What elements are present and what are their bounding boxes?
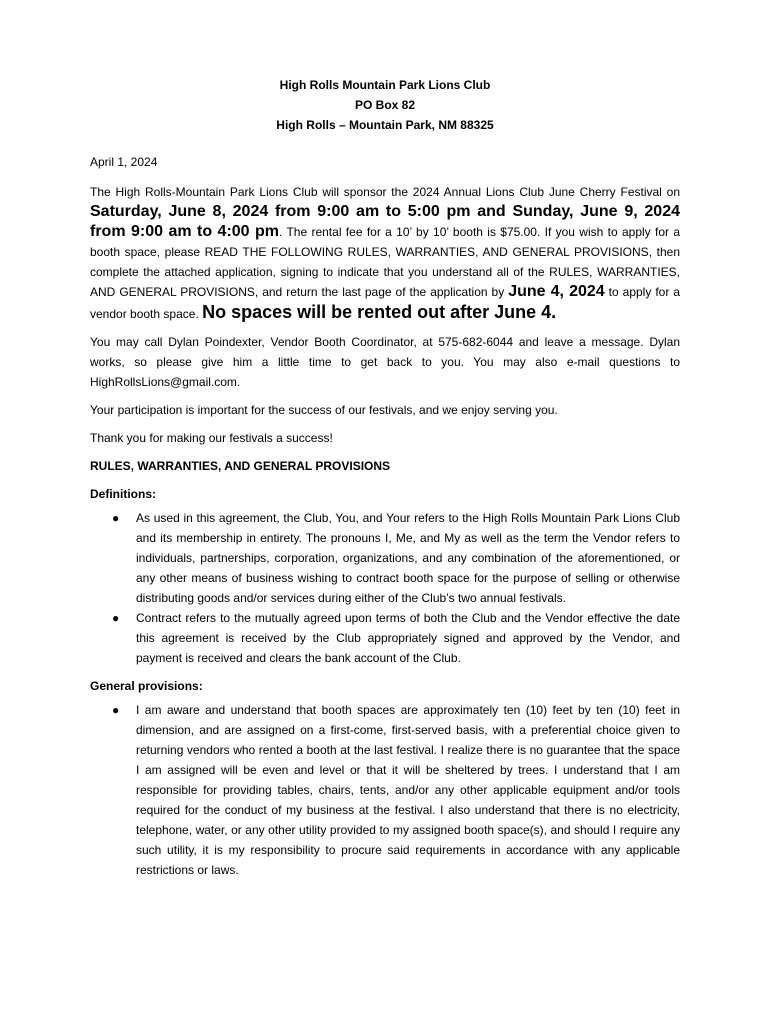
bullet-icon: ● bbox=[112, 703, 120, 717]
intro-text-3: to apply for a vendor booth space. bbox=[90, 285, 680, 321]
definitions-title: Definitions: bbox=[90, 487, 156, 501]
general-provisions-title: General provisions: bbox=[90, 679, 203, 693]
list-item-text: Contract refers to the mutually agreed upon terms of both the Club and the Vendor effective the date this agreement is received by the Club appropriately signed and approved by the Vendor, and payment is received and clears the bank account of the Club. bbox=[136, 611, 680, 665]
application-deadline: June 4, 2024 bbox=[508, 283, 605, 300]
intro-paragraph bbox=[90, 182, 680, 324]
general-provisions-list bbox=[90, 700, 680, 880]
list-item-text: I am aware and understand that booth spaces are approximately ten (10) feet by ten (10) feet in dimension, and are assigned on a first-come, first-served basis, with a preferential choice given to returning vendors who rented a booth at the last festival. I realize there is no guarantee that the space I am assigned will be even and level or that it will be sheltered by trees. I understand that I am responsible for providing tables, chairs, tents, and/or any other applicable equipment and/or tools required for the conduct of my business at the festival. I also understand that there is no electricity, telephone, water, or any other utility provided to my assigned booth space(s), and should I require any such utility, it is my responsibility to procure said requirements in accordance with any applicable restrictions or laws. bbox=[136, 703, 680, 877]
org-name: High Rolls Mountain Park Lions Club bbox=[279, 78, 491, 92]
thanks-paragraph: Thank you for making our festivals a success! bbox=[90, 431, 333, 445]
org-address: High Rolls – Mountain Park, NM 88325 bbox=[276, 118, 494, 132]
rules-title: RULES, WARRANTIES, AND GENERAL PROVISIONS bbox=[90, 459, 391, 473]
list-item bbox=[90, 508, 680, 608]
participation-paragraph: Your participation is important for the success of our festivals, and we enjoy serving you. bbox=[90, 403, 558, 417]
intro-text-1: The High Rolls-Mountain Park Lions Club will sponsor the 2024 Annual Lions Club June Cherry Festival on bbox=[90, 185, 680, 199]
list-item bbox=[90, 700, 680, 880]
no-spaces-notice: No spaces will be rented out after June 4. bbox=[202, 302, 557, 322]
bullet-icon: ● bbox=[112, 611, 120, 625]
contact-paragraph: You may call Dylan Poindexter, Vendor Booth Coordinator, at 575-682-6044 and leave a message. Dylan works, so please give him a little time to get back to you. You may also e-mail questions to HighRollsLions@gmail.com. bbox=[90, 335, 680, 389]
list-item-text: As used in this agreement, the Club, You, and Your refers to the High Rolls Mountain Park Lions Club and its membership in entirety. The pronouns I, Me, and My as well as the term the Vendor refers to individuals, partnerships, corporation, organizations, and any combination of the aforementioned, or any other means of business wishing to contract booth space for the purpose of selling or otherwise distributing goods and/or services during either of the Club’s two annual festivals. bbox=[136, 511, 680, 605]
definitions-list bbox=[90, 508, 680, 668]
org-po-box: PO Box 82 bbox=[354, 98, 416, 112]
festival-dates: Saturday, June 8, 2024 from 9:00 am to 5:00 pm and Sunday, June 9, 2024 from 9:00 am to 4:00 pm bbox=[90, 203, 680, 240]
letter-date: April 1, 2024 bbox=[90, 155, 158, 169]
list-item bbox=[90, 608, 680, 668]
bullet-icon: ● bbox=[112, 511, 120, 525]
letterhead bbox=[90, 75, 680, 135]
intro-text-2: . The rental fee for a 10’ by 10’ booth is $75.00. If you wish to apply for a booth space, please READ THE FOLLOWING RULES, WARRANTIES, AND GENERAL PROVISIONS, then complete the attached application, signing to indicate that you understand all of the RULES, WARRANTIES, AND GENERAL PROVISIONS, and return the last page of the application by bbox=[90, 225, 680, 299]
